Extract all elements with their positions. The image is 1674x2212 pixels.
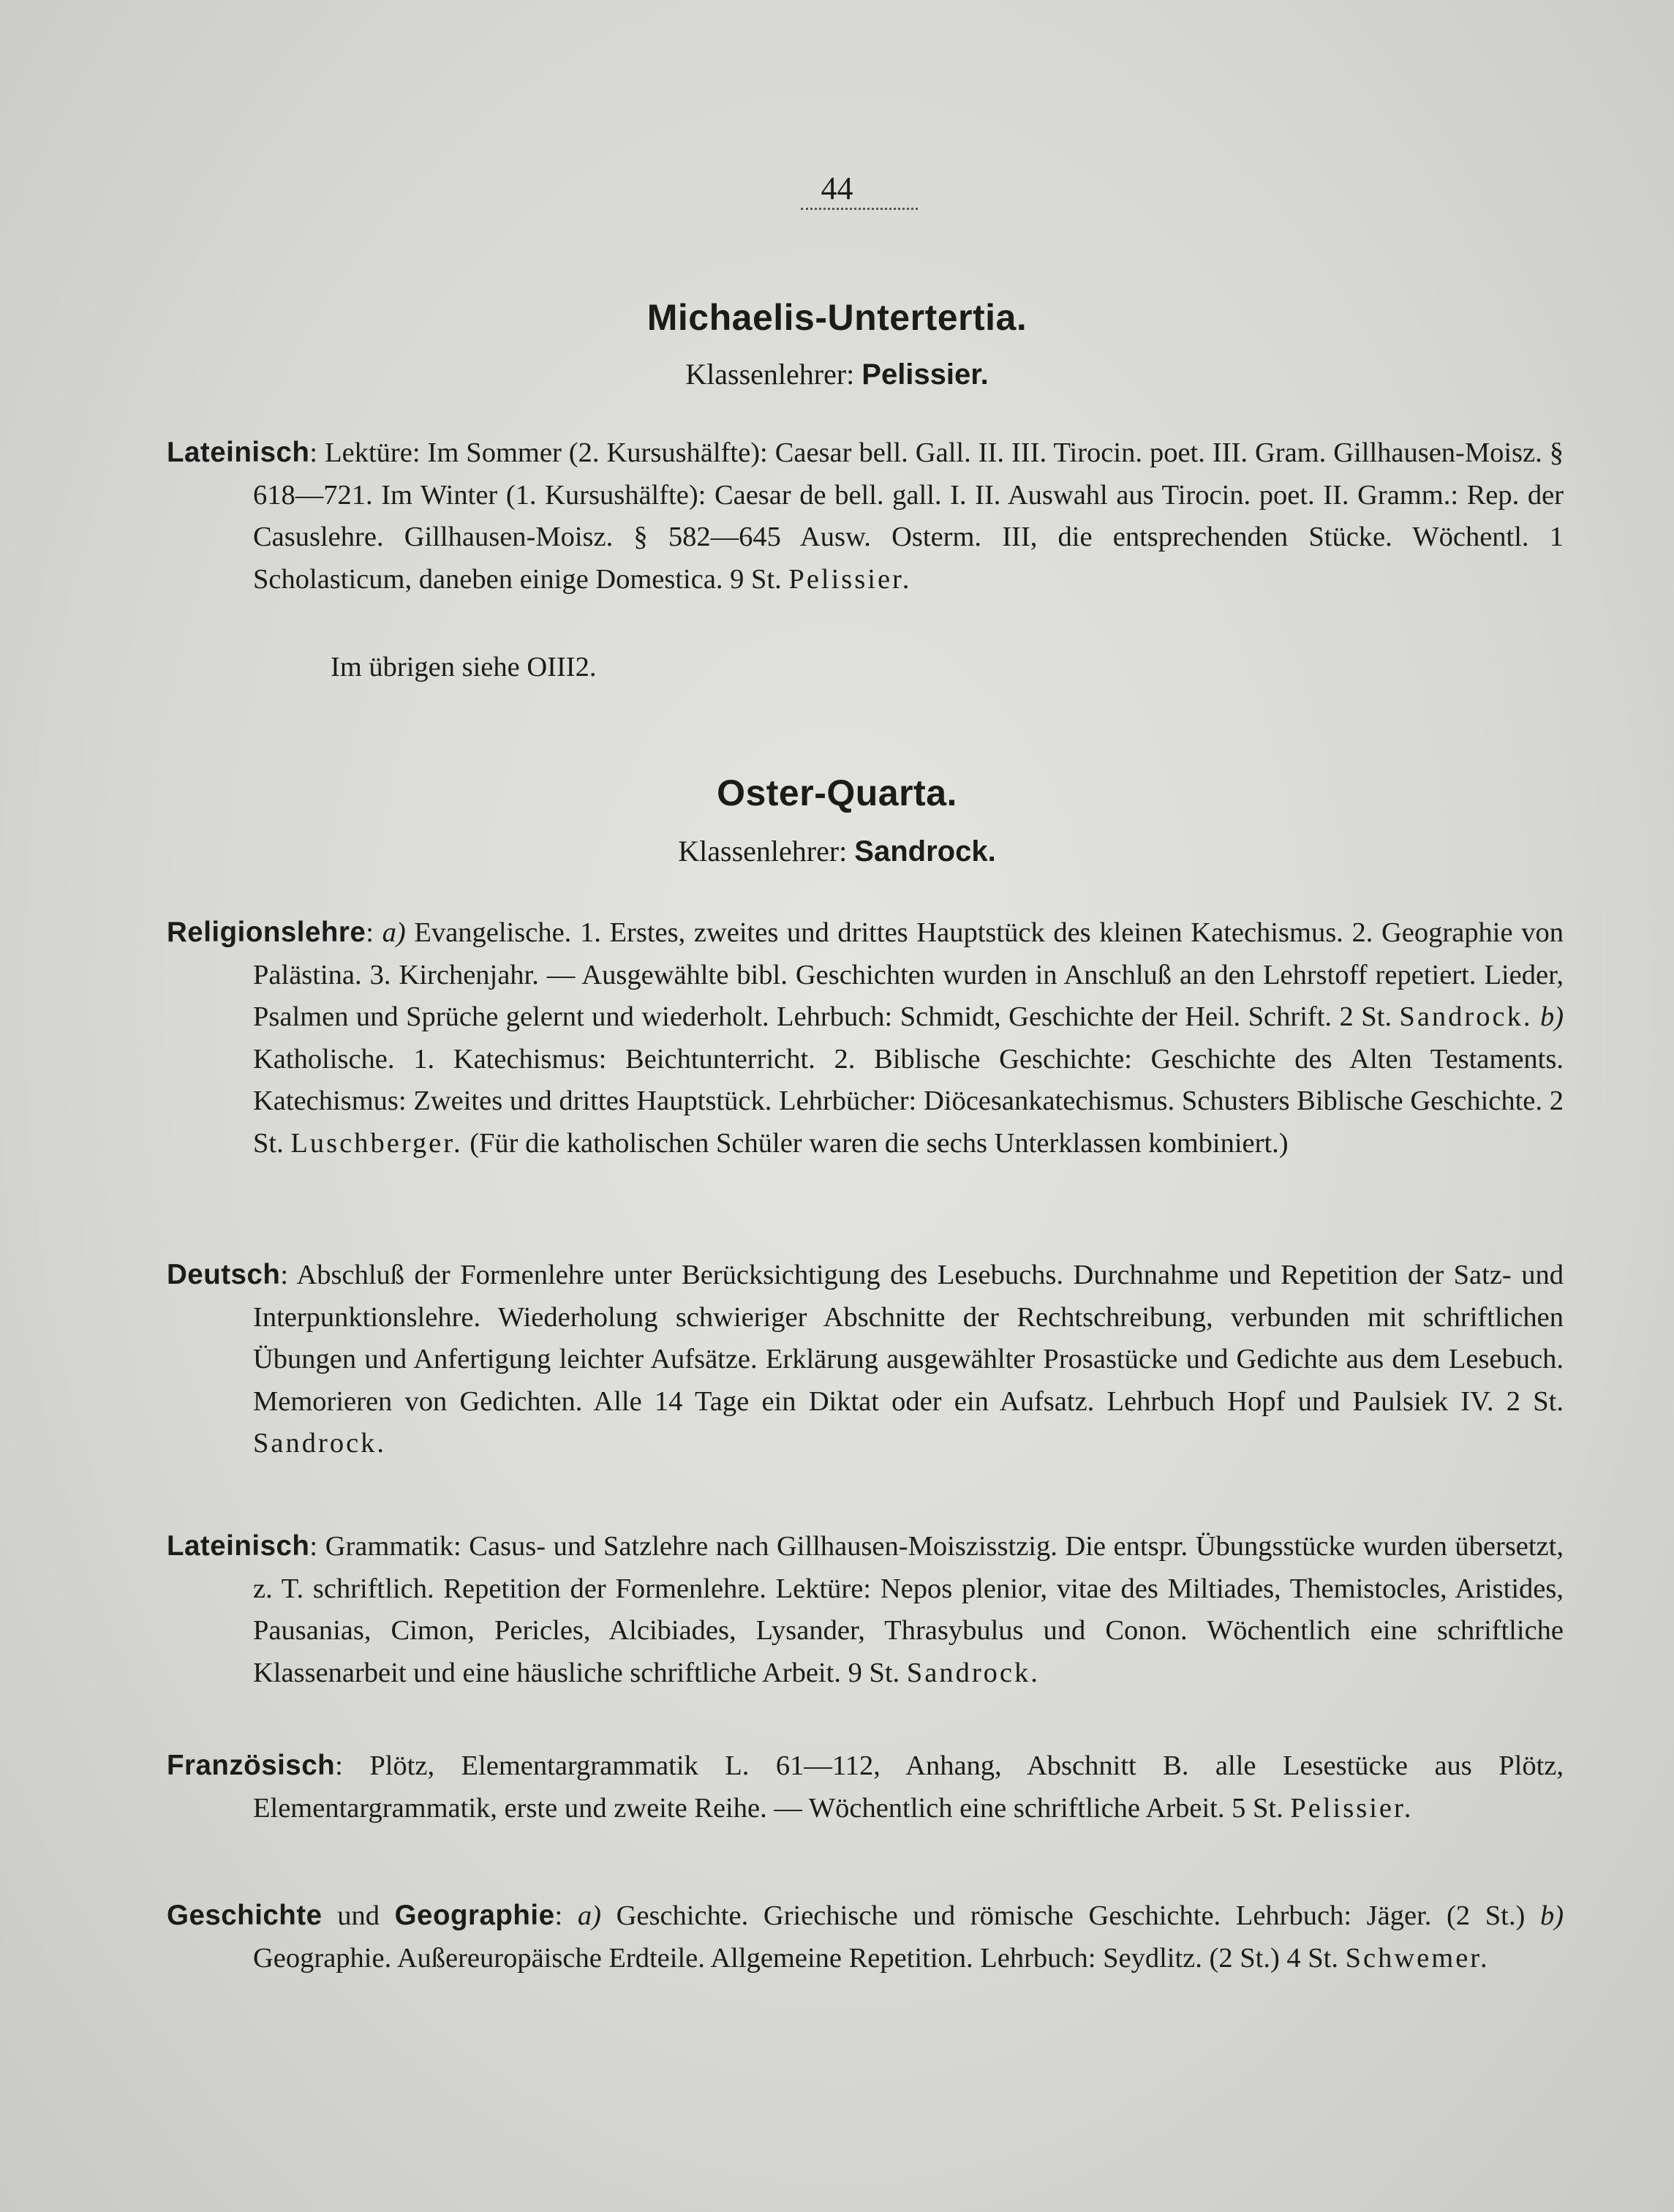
entry-body: Plötz, Elementargrammatik L. 61—112, Anhang, Abschnitt B. alle Lesestücke aus Plötz, Elementargrammatik, erste und zweite Reihe. — Wöchentlich eine schriftliche Arbeit. 5 St. — [253, 1750, 1564, 1824]
entry-geschichte-geographie: Geschichte und Geographie: a) Geschichte. Griechische und römische Geschichte. Lehrbuch: Jäger. (2 St.) b) Geographie. Außereuropäische Erdteile. Allgemeine Repetition. Lehrbuch: Seydlitz. (2 St.) 4 St. Schwemer. — [167, 1900, 1564, 1974]
entry-religionslehre: Religionslehre: a) Evangelische. 1. Erstes, zweites und drittes Hauptstück des kleinen Katechismus. 2. Geographie von Palästina. 3. Kirchenjahr. — Ausgewählte bibl. Geschichten wurden in Anschluß an den Lehrstoff repetiert. Lieder, Psalmen und Sprüche gelernt und wiederholt. Lehrbuch: Schmidt, Geschichte der Heil. Schrift. 2 St. Sandrock. b) Katholische. 1. Katechismus: Beichtunterricht. 2. Biblische Geschichte: Geschichte des Alten Testaments. Katechismus: Zweites und drittes Hauptstück. Lehrbücher: Diöcesankatechismus. Schusters Biblische Geschichte. 2 St. Luschberger. (Für die katholischen Schüler waren die sechs Unterklassen kombiniert.) — [167, 917, 1564, 1159]
section-title-untertertia: Michaelis-Untertertia. — [646, 297, 1028, 338]
entry-lateinisch-untertertia: Lateinisch: Lektüre: Im Sommer (2. Kursushälfte): Caesar bell. Gall. II. III. Tirocin. poet. III. Gram. Gillhausen-Moisz. § 618—721. Im Winter (1. Kursushälfte): Caesar de bell. gall. I. II. Auswahl aus Tirocin. poet. II. Gramm.: Rep. der Casuslehre. Gillhausen-Moisz. § 582—645 Ausw. Osterm. III, die entsprechenden Stücke. Wöchentl. 1 Scholasticum, daneben einige Domestica. 9 St. Pelissier. — [167, 437, 1564, 595]
subject-name: Geschichte — [167, 1900, 323, 1931]
cross-reference-note: Im übrigen siehe OIII2. — [331, 652, 597, 682]
subject-name-2: Geographie — [394, 1900, 555, 1931]
entry-note: (Für die katholischen Schüler waren die sechs Unterklassen kombiniert.) — [470, 1127, 1289, 1159]
subject-name: Deutsch — [167, 1259, 281, 1290]
class-teacher-name: Sandrock. — [854, 835, 996, 868]
subject-name: Religionslehre — [167, 917, 366, 948]
teacher-name: Pelissier. — [788, 563, 912, 595]
subject-name: Lateinisch — [167, 437, 310, 468]
class-teacher-line — [0, 357, 1674, 391]
class-teacher-label: Klassenlehrer: — [685, 358, 855, 391]
entry-franzoesisch: Französisch: Plötz, Elementargrammatik L. 61—112, Anhang, Abschnitt B. alle Lesestücke aus Plötz, Elementargrammatik, erste und zweite Reihe. — Wöchentlich eine schriftliche Arbeit. 5 St. Pelissier. — [167, 1750, 1564, 1824]
entry-lateinisch-quarta: Lateinisch: Grammatik: Casus- und Satzlehre nach Gillhausen-Moiszisstzig. Die entspr. Übungsstücke wurden übersetzt, z. T. schriftlich. Repetition der Formenlehre. Lektüre: Nepos plenior, vitae des Miltiades, Themistocles, Aristides, Pausanias, Cimon, Pericles, Alcibiades, Lysander, Thrasybulus und Conon. Wöchentlich eine schriftliche Klassenarbeit und eine häusliche schriftliche Arbeit. 9 St. Sandrock. — [167, 1530, 1564, 1688]
entry-body: Grammatik: Casus- und Satzlehre nach Gillhausen-Moiszisstzig. Die entspr. Übungsstücke wurden übersetzt, z. T. schriftlich. Repetition der Formenlehre. Lektüre: Nepos plenior, vitae des Miltiades, Themistocles, Aristides, Pausanias, Cimon, Pericles, Alcibiades, Lysander, Thrasybulus und Conon. Wöchentlich eine schriftliche Klassenarbeit und eine häusliche schriftliche Arbeit. 9 St. — [253, 1531, 1564, 1688]
class-teacher-name: Pelissier. — [861, 358, 989, 391]
class-teacher-label: Klassenlehrer: — [678, 835, 848, 868]
subject-connector: und — [337, 1900, 380, 1931]
entry-body: Katholische. 1. Katechismus: Beichtunterricht. 2. Biblische Geschichte: Geschichte des Alten Testaments. Katechismus: Zweites und drittes Hauptstück. Lehrbücher: Diöcesankatechismus. Schusters Biblische Geschichte. 2 St. — [253, 1043, 1564, 1159]
teacher-name: Sandrock. — [253, 1428, 387, 1459]
entry-body: Geographie. Außereuropäische Erdteile. Allgemeine Repetition. Lehrbuch: Seydlitz. (2 St.) 4 St. — [253, 1942, 1338, 1974]
subject-name: Französisch — [167, 1750, 336, 1781]
section-title-quarta: Oster-Quarta. — [717, 772, 957, 813]
entry-deutsch: Deutsch: Abschluß der Formenlehre unter Berücksichtigung des Lesebuchs. Durchnahme und Repetition der Satz- und Interpunktionslehre. Wiederholung schwieriger Abschnitte der Rechtschreibung, verbunden mit schriftlichen Übungen und Anfertigung leichter Aufsätze. Erklärung ausgewählter Prosastücke und Gedichte aus dem Lesebuch. Memorieren von Gedichten. Alle 14 Tage ein Diktat oder ein Aufsatz. Lehrbuch Hopf und Paulsiek IV. 2 St. Sandrock. — [167, 1259, 1564, 1459]
decorative-rule — [801, 208, 918, 210]
part-label: a) — [382, 917, 406, 948]
part-label: a) — [577, 1900, 601, 1931]
entry-body: Lektüre: Im Sommer (2. Kursushälfte): Caesar bell. Gall. II. III. Tirocin. poet. III. Gram. Gillhausen-Moisz. § 618—721. Im Winter (1. Kursushälfte): Caesar de bell. gall. I. II. Auswahl aus Tirocin. poet. II. Gramm.: Rep. der Casuslehre. Gillhausen-Moisz. § 582—645 Ausw. Osterm. III, die entsprechenden Stücke. Wöchentl. 1 Scholasticum, daneben einige Domestica. 9 St. — [253, 437, 1564, 595]
teacher-name: Schwemer. — [1345, 1942, 1490, 1974]
class-teacher-line — [0, 834, 1674, 868]
part-label: b) — [1539, 1001, 1564, 1032]
entry-body: Evangelische. 1. Erstes, zweites und drittes Hauptstück des kleinen Katechismus. 2. Geographie von Palästina. 3. Kirchenjahr. — Ausgewählte bibl. Geschichten wurden in Anschluß an den Lehrstoff repetiert. Lieder, Psalmen und Sprüche gelernt und wiederholt. Lehrbuch: Schmidt, Geschichte der Heil. Schrift. 2 St. — [253, 917, 1564, 1032]
entry-body: Abschluß der Formenlehre unter Berücksichtigung des Lesebuchs. Durchnahme und Repetition der Satz- und Interpunktionslehre. Wiederholung schwieriger Abschnitte der Rechtschreibung, verbunden mit schriftlichen Übungen und Anfertigung leichter Aufsätze. Erklärung ausgewählter Prosastücke und Gedichte aus dem Lesebuch. Memorieren von Gedichten. Alle 14 Tage ein Diktat oder ein Aufsatz. Lehrbuch Hopf und Paulsiek IV. 2 St. — [253, 1260, 1564, 1417]
subject-name: Lateinisch — [167, 1530, 310, 1562]
page-number: 44 — [821, 170, 853, 206]
teacher-name: Pelissier. — [1290, 1792, 1414, 1824]
teacher-name: Luschberger. — [290, 1127, 463, 1159]
part-label: b) — [1539, 1900, 1564, 1931]
teacher-name: Sandrock. — [1399, 1001, 1533, 1032]
entry-body: Geschichte. Griechische und römische Geschichte. Lehrbuch: Jäger. (2 St.) — [616, 1900, 1526, 1931]
teacher-name: Sandrock. — [906, 1657, 1040, 1688]
